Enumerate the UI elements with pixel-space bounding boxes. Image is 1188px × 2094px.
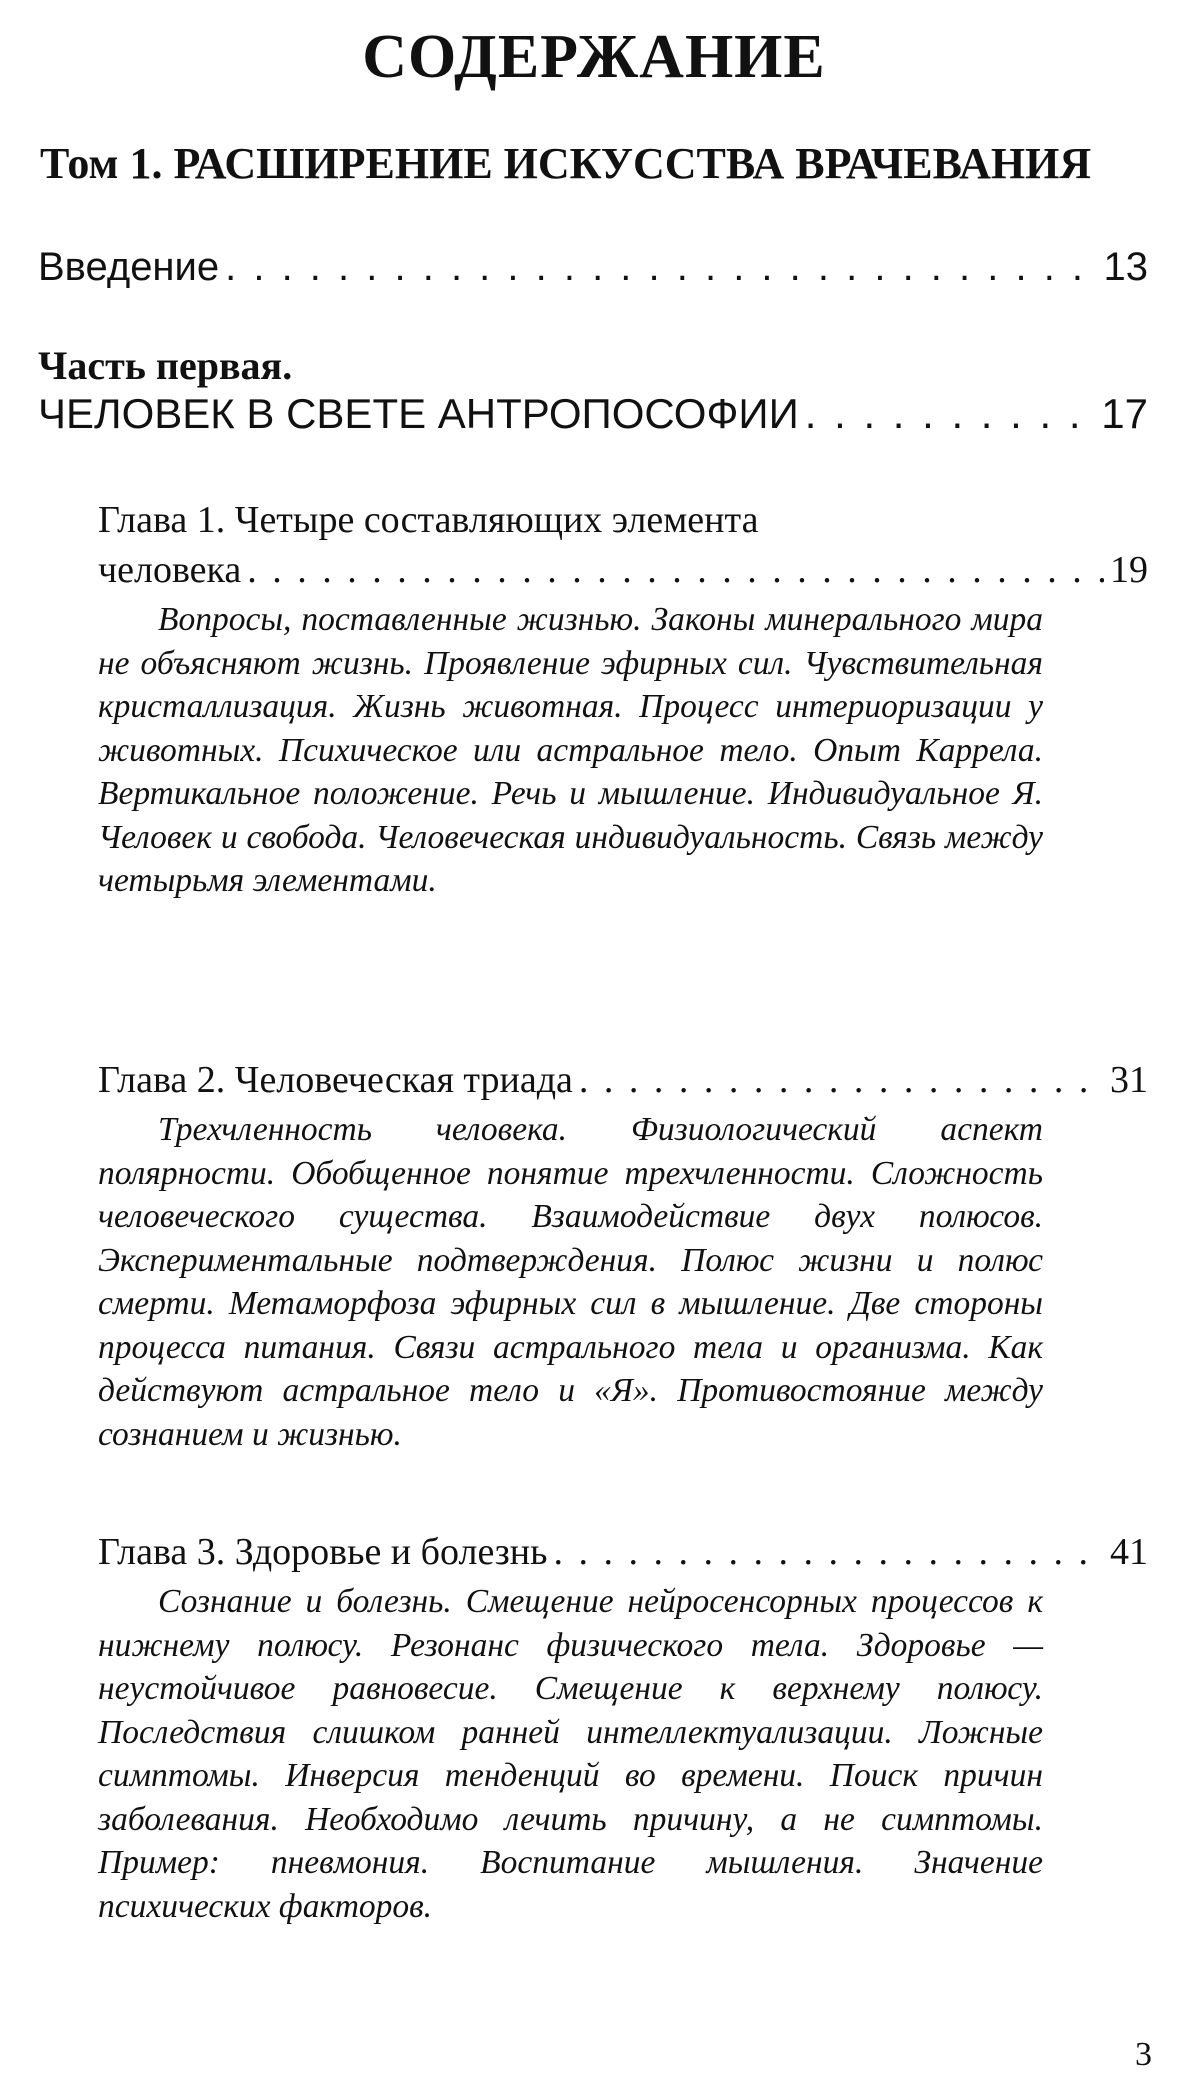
dot-leader xyxy=(805,390,1096,438)
page-folio-number: 3 xyxy=(1135,2036,1152,2073)
toc-entry-chapter-2[interactable] xyxy=(98,1058,1148,1102)
page-title: СОДЕРЖАНИЕ xyxy=(362,23,826,91)
toc-entry-label: Введение xyxy=(38,245,220,289)
part-title: ЧЕЛОВЕК В СВЕТЕ АНТРОПОСОФИИ xyxy=(38,390,799,437)
chapter-3-title: Глава 3. Здоровье и болезнь xyxy=(98,1531,548,1573)
chapter-3-summary: Сознание и болезнь. Смещение нейросенсорных процессов к нижнему полюсу. Резонанс физического тела. Здоровье — неустойчивое равновесие. Смещение к верхнему полюсу. Последствия слишком ранней интеллектуализации. Ложные симптомы. Инверсия тенденций во времени. Поиск причин заболевания. Необходимо лечить причину, а не симптомы. Пример: пневмония. Воспитание мышления. Значение психических факторов. xyxy=(98,1583,1043,1925)
toc-entry-chapter-1[interactable] xyxy=(98,548,1148,592)
toc-entry-introduction[interactable] xyxy=(38,245,1148,290)
toc-entry-part-one[interactable] xyxy=(38,390,1148,438)
part-label: Часть первая. xyxy=(38,343,293,388)
chapter-1-summary: Вопросы, поставленные жизнью. Законы минерального мира не объясняют жизнь. Проявление эфирных сил. Чувствительная кристаллизация. Жизнь животная. Процесс интериоризации у животных. Психическое или астральное тело. Опыт Каррела. Вертикальное положение. Речь и мышление. Индивидуальное Я. Человек и свобода. Человеческая индивидуальность. Связь между четырьмя элементами. xyxy=(98,601,1043,899)
toc-page-number: 41 xyxy=(1110,1531,1148,1573)
dot-leader xyxy=(225,245,1097,290)
toc-page-number: 19 xyxy=(1110,549,1148,591)
dot-leader xyxy=(247,548,1104,592)
chapter-1-title-line[interactable]: Глава 1. Четыре составляющих элемента xyxy=(98,499,759,541)
chapter-2-summary: Трехчленность человека. Физиологический аспект полярности. Обобщенное понятие трехчленности. Сложность человеческого существа. Взаимодействие двух полюсов. Экспериментальные подтверждения. Полюс жизни и полюс смерти. Метаморфоза эфирных сил в мышление. Две стороны процесса питания. Связи астрального тела и организма. Как действуют астральное тело и «Я». Противостояние между сознанием и жизнью. xyxy=(98,1111,1043,1453)
chapter-1-title-continuation: человека xyxy=(98,549,242,591)
volume-title: Том 1. РАСШИРЕНИЕ ИСКУССТВА ВРАЧЕВАНИЯ xyxy=(40,139,1092,188)
dot-leader xyxy=(579,1058,1104,1102)
toc-entry-chapter-3[interactable] xyxy=(98,1530,1148,1574)
toc-page-number: 13 xyxy=(1103,245,1148,289)
toc-page-number: 17 xyxy=(1101,390,1148,437)
chapter-2-title: Глава 2. Человеческая триада xyxy=(98,1059,573,1101)
toc-page-number: 31 xyxy=(1110,1059,1148,1101)
dot-leader xyxy=(553,1530,1104,1574)
